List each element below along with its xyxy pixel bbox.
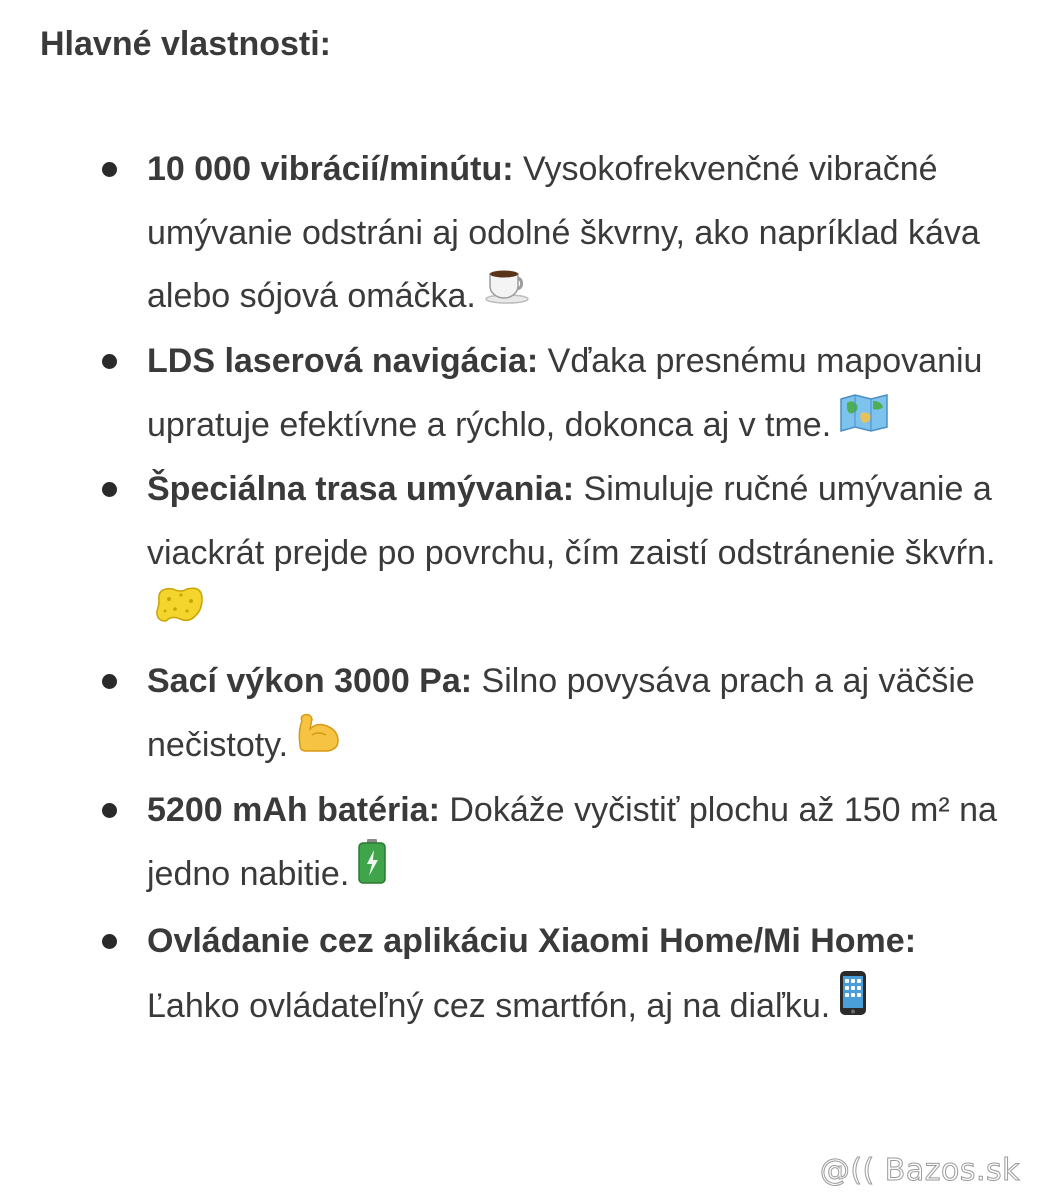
bullet-icon <box>102 482 117 497</box>
bullet-icon <box>102 674 117 689</box>
feature-list <box>0 138 1040 1041</box>
mobile-phone-icon <box>838 970 868 1038</box>
bullet-icon <box>102 162 117 177</box>
list-item <box>0 458 1040 650</box>
list-item <box>0 138 1040 330</box>
bullet-icon <box>102 803 117 818</box>
list-item <box>0 330 1040 458</box>
list-item <box>0 650 1040 778</box>
page-title: Hlavné vlastnosti: <box>40 25 331 63</box>
watermark: @(( Bazos.sk <box>819 1153 1020 1188</box>
feature-title: LDS laserová navigácia: <box>147 342 539 380</box>
feature-text: Simuluje ručné umývanie a viackrát prejde po povrchu, čím zaistí odstránenie škvŕn. <box>147 470 996 572</box>
feature-title: Špeciálna trasa umývania: <box>147 470 575 509</box>
feature-text: Vďaka presnému mapovaniu upratuje efektívne a rýchlo, dokonca aj v tme. <box>147 342 983 444</box>
bullet-icon <box>102 354 117 369</box>
feature-title: 10 000 vibrácií/minútu: <box>147 150 514 188</box>
battery-icon <box>357 838 387 906</box>
coffee-icon <box>484 262 530 326</box>
feature-text: Ľahko ovládateľný cez smartfón, aj na diaľku. <box>147 986 831 1025</box>
flexed-biceps-icon <box>296 711 342 775</box>
world-map-icon <box>839 391 889 455</box>
bullet-icon <box>102 934 117 949</box>
feature-text: Dokáže vyčistiť plochu až 150 m² na jedno nabitie. <box>147 790 997 894</box>
feature-text: Silno povysáva prach a aj väčšie nečistoty. <box>147 662 975 764</box>
feature-title: Ovládanie cez aplikáciu Xiaomi Home/Mi Home: <box>147 922 917 960</box>
list-item <box>0 779 1040 910</box>
feature-title: Sací výkon 3000 Pa: <box>147 662 473 701</box>
feature-title: 5200 mAh batéria: <box>147 790 440 829</box>
feature-text: Vysokofrekvenčné vibračné umývanie odstráni aj odolné škvrny, ako napríklad káva alebo sójová omáčka. <box>147 150 980 316</box>
list-item <box>0 910 1040 1041</box>
sponge-icon <box>155 583 205 647</box>
